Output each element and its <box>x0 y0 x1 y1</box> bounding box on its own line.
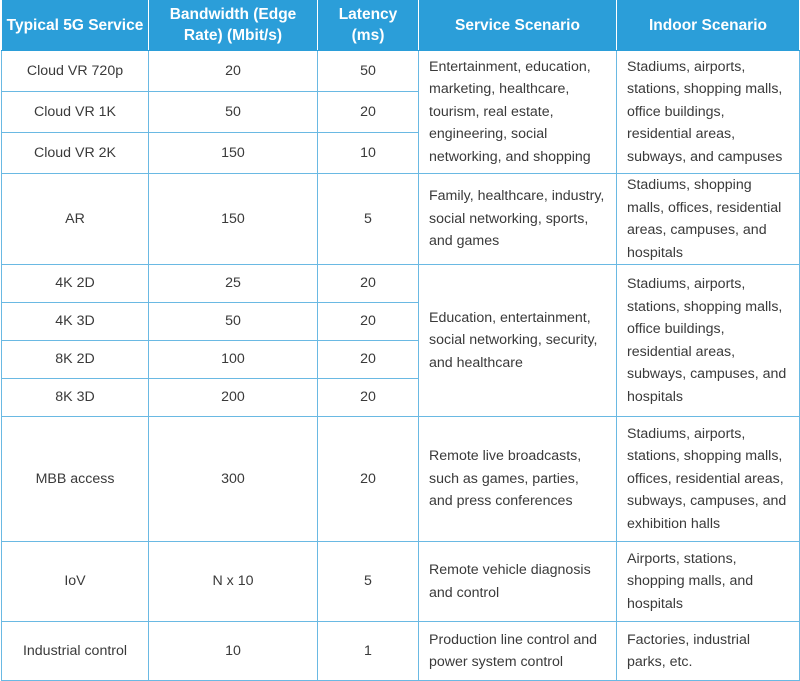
bandwidth-cell: 25 <box>149 265 318 303</box>
bandwidth-cell: 20 <box>149 51 318 92</box>
service-cell: AR <box>2 174 149 265</box>
latency-cell: 1 <box>318 622 419 681</box>
indoor-scenario-cell: Stadiums, airports, stations, shopping malls, office buildings, residential areas, subways, and campuses <box>617 51 800 174</box>
header-indoor-scenario: Indoor Scenario <box>617 0 800 51</box>
service-scenario-cell: Entertainment, education, marketing, healthcare, tourism, real estate, engineering, social networking, and shopping <box>419 51 617 174</box>
table-row <box>2 265 800 303</box>
service-scenario-cell: Family, healthcare, industry, social networking, sports, and games <box>419 174 617 265</box>
latency-cell: 20 <box>318 92 419 133</box>
bandwidth-cell: 100 <box>149 341 318 379</box>
bandwidth-cell: 300 <box>149 417 318 542</box>
table-row <box>2 622 800 681</box>
latency-cell: 20 <box>318 303 419 341</box>
indoor-scenario-cell: Airports, stations, shopping malls, and hospitals <box>617 542 800 622</box>
latency-cell: 20 <box>318 379 419 417</box>
table-row <box>2 51 800 92</box>
bandwidth-cell: 50 <box>149 303 318 341</box>
service-cell: Cloud VR 2K <box>2 133 149 174</box>
latency-cell: 20 <box>318 341 419 379</box>
service-cell: Industrial control <box>2 622 149 681</box>
bandwidth-cell: 200 <box>149 379 318 417</box>
service-scenario-cell: Remote vehicle diagnosis and control <box>419 542 617 622</box>
indoor-scenario-cell: Factories, industrial parks, etc. <box>617 622 800 681</box>
table-row <box>2 174 800 265</box>
service-cell: 8K 2D <box>2 341 149 379</box>
indoor-scenario-cell: Stadiums, airports, stations, shopping malls, office buildings, residential areas, subways, campuses, and hospitals <box>617 265 800 417</box>
5g-services-table <box>1 0 800 681</box>
service-scenario-cell: Production line control and power system control <box>419 622 617 681</box>
service-cell: 4K 2D <box>2 265 149 303</box>
table-row <box>2 542 800 622</box>
header-latency: Latency (ms) <box>318 0 419 51</box>
bandwidth-cell: 50 <box>149 92 318 133</box>
service-cell: Cloud VR 720p <box>2 51 149 92</box>
header-row <box>2 0 800 51</box>
latency-cell: 10 <box>318 133 419 174</box>
bandwidth-cell: N x 10 <box>149 542 318 622</box>
service-scenario-cell: Remote live broadcasts, such as games, parties, and press conferences <box>419 417 617 542</box>
latency-cell: 20 <box>318 265 419 303</box>
service-cell: MBB access <box>2 417 149 542</box>
service-cell: Cloud VR 1K <box>2 92 149 133</box>
header-bandwidth: Bandwidth (Edge Rate) (Mbit/s) <box>149 0 318 51</box>
service-cell: 8K 3D <box>2 379 149 417</box>
latency-cell: 5 <box>318 542 419 622</box>
indoor-scenario-cell: Stadiums, airports, stations, shopping malls, offices, residential areas, subways, campuses, and exhibition halls <box>617 417 800 542</box>
service-cell: IoV <box>2 542 149 622</box>
service-scenario-cell: Education, entertainment, social networking, security, and healthcare <box>419 265 617 417</box>
header-service-scenario: Service Scenario <box>419 0 617 51</box>
bandwidth-cell: 10 <box>149 622 318 681</box>
header-typical-service: Typical 5G Service <box>2 0 149 51</box>
indoor-scenario-cell: Stadiums, shopping malls, offices, residential areas, campuses, and hospitals <box>617 174 800 265</box>
service-cell: 4K 3D <box>2 303 149 341</box>
table-row <box>2 417 800 542</box>
latency-cell: 20 <box>318 417 419 542</box>
bandwidth-cell: 150 <box>149 133 318 174</box>
latency-cell: 5 <box>318 174 419 265</box>
bandwidth-cell: 150 <box>149 174 318 265</box>
latency-cell: 50 <box>318 51 419 92</box>
